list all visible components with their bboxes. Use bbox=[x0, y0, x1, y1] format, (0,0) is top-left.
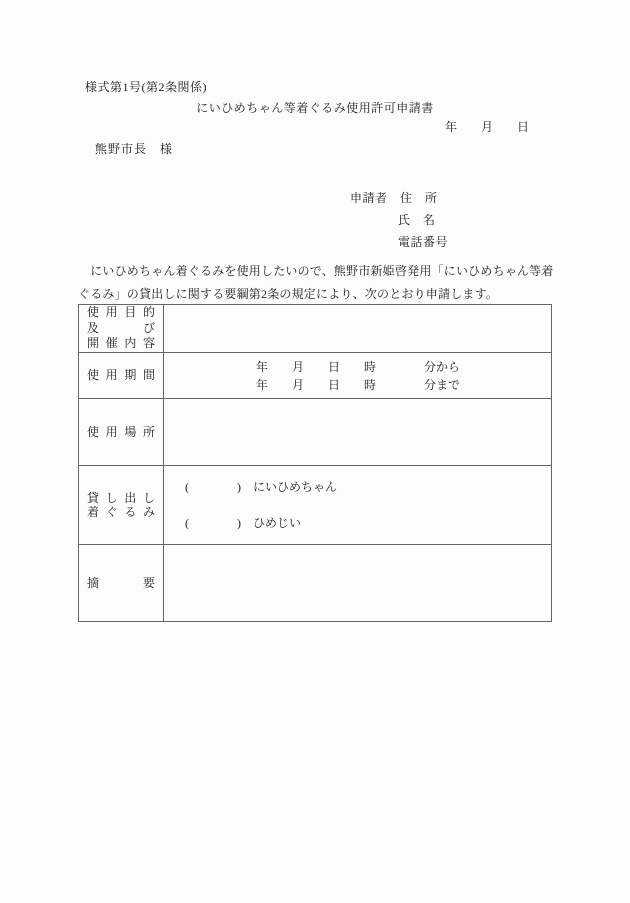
addressee-mayor: 熊野市長 様 bbox=[95, 142, 174, 156]
label-line: 貸 し 出 し bbox=[87, 490, 155, 505]
label-line: 摘 要 bbox=[87, 575, 155, 590]
table-row-place bbox=[79, 399, 551, 466]
row-content-period bbox=[164, 353, 551, 398]
row-content-costume bbox=[164, 466, 551, 544]
row-label-place bbox=[79, 399, 164, 465]
label-line: 使 用 目 的 bbox=[87, 305, 155, 320]
body-paragraph: にいひめちゃん着ぐるみを使用したいので、熊野市新姫啓発用「にいひめちゃん等着ぐるみ」の貸出しに関する要綱第2条の規定により、次のとおり申請します。 bbox=[78, 264, 554, 301]
label-line: 使 用 場 所 bbox=[87, 424, 155, 439]
table-row-remarks bbox=[79, 545, 551, 621]
row-label-period bbox=[79, 353, 164, 398]
applicant-phone-line: 電話番号 bbox=[398, 235, 449, 249]
table-row-purpose bbox=[79, 305, 551, 353]
label-line: 開 催 内 容 bbox=[87, 336, 155, 351]
table-row-costume bbox=[79, 466, 551, 545]
document-title: にいひめちゃん等着ぐるみ使用許可申請書 bbox=[196, 101, 434, 115]
label-line: 及 び bbox=[87, 320, 155, 335]
period-from-line: 年 月 日 時 分から bbox=[256, 359, 461, 374]
application-table bbox=[78, 304, 552, 622]
row-content-place-blank bbox=[164, 399, 551, 465]
row-content-remarks-blank bbox=[164, 545, 551, 621]
row-label-purpose bbox=[79, 305, 164, 352]
label-line: 着 ぐ る み bbox=[87, 505, 155, 519]
date-line: 年 月 日 bbox=[445, 120, 530, 134]
period-to-line: 年 月 日 時 分まで bbox=[256, 377, 461, 392]
applicant-address-line: 申請者 住 所 bbox=[350, 191, 438, 205]
row-content-purpose-blank bbox=[164, 305, 551, 352]
label-line: 使 用 期 間 bbox=[87, 368, 155, 383]
table-row-period bbox=[79, 353, 551, 399]
applicant-name-line: 氏 名 bbox=[398, 213, 436, 227]
costume-option-himejii: ( ) ひめじい bbox=[185, 516, 301, 530]
row-label-costume bbox=[79, 466, 164, 544]
row-label-remarks bbox=[79, 545, 164, 621]
costume-option-niihime: ( ) にいひめちゃん bbox=[185, 479, 337, 494]
form-number: 様式第1号(第2条関係) bbox=[85, 80, 207, 94]
applicant-block bbox=[350, 191, 448, 257]
